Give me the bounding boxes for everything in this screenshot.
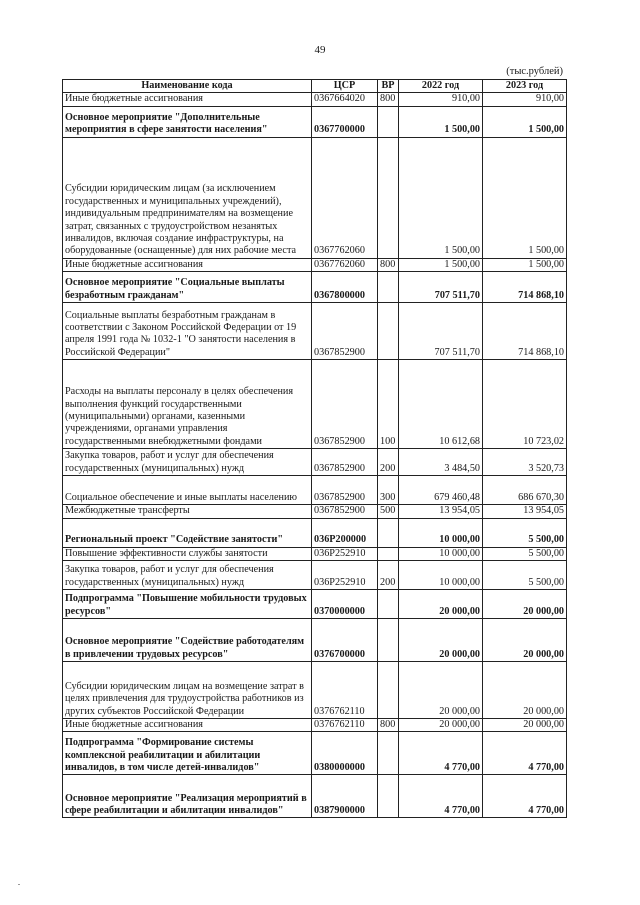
row-value-2022: 10 000,00 <box>399 561 483 590</box>
row-csr: 0367852900 <box>312 360 378 449</box>
table-row <box>63 590 567 619</box>
row-value-2022: 4 770,00 <box>399 775 483 818</box>
row-csr: 0367700000 <box>312 106 378 137</box>
row-value-2023: 714 868,10 <box>483 272 567 303</box>
row-csr: 036P252910 <box>312 547 378 560</box>
row-value-2022: 20 000,00 <box>399 619 483 662</box>
row-vr <box>378 547 399 560</box>
row-vr <box>378 619 399 662</box>
row-vr <box>378 272 399 303</box>
row-name: Основное мероприятие "Дополнительные мероприятия в сфере занятости населения" <box>63 106 312 137</box>
row-value-2023: 686 670,30 <box>483 476 567 505</box>
row-value-2023: 1 500,00 <box>483 258 567 271</box>
row-vr: 200 <box>378 449 399 476</box>
table-row <box>63 106 567 137</box>
budget-table <box>62 79 567 818</box>
table-row <box>63 719 567 732</box>
row-value-2023: 714 868,10 <box>483 303 567 360</box>
units-label: (тыс.рублей) <box>506 66 563 77</box>
table-row <box>63 93 567 106</box>
row-vr <box>378 303 399 360</box>
table-row <box>63 476 567 505</box>
row-vr: 800 <box>378 93 399 106</box>
table-row <box>63 518 567 547</box>
table-body <box>63 93 567 818</box>
row-value-2022: 1 500,00 <box>399 258 483 271</box>
row-vr: 500 <box>378 505 399 518</box>
table-row <box>63 272 567 303</box>
row-vr: 800 <box>378 258 399 271</box>
row-vr <box>378 106 399 137</box>
row-vr: 100 <box>378 360 399 449</box>
row-value-2023: 20 000,00 <box>483 662 567 719</box>
row-csr: 0367852900 <box>312 303 378 360</box>
row-value-2022: 707 511,70 <box>399 303 483 360</box>
row-value-2022: 10 000,00 <box>399 547 483 560</box>
row-value-2022: 4 770,00 <box>399 732 483 775</box>
row-csr: 0367800000 <box>312 272 378 303</box>
row-value-2023: 3 520,73 <box>483 449 567 476</box>
header-name: Наименование кода <box>63 80 312 93</box>
row-value-2022: 1 500,00 <box>399 137 483 258</box>
row-value-2023: 4 770,00 <box>483 732 567 775</box>
row-name: Закупка товаров, работ и услуг для обеспечения государственных (муниципальных) нужд <box>63 561 312 590</box>
row-vr <box>378 137 399 258</box>
row-value-2023: 1 500,00 <box>483 106 567 137</box>
row-csr: 0367852900 <box>312 449 378 476</box>
table-row <box>63 258 567 271</box>
row-name: Социальное обеспечение и иные выплаты населению <box>63 476 312 505</box>
row-vr <box>378 518 399 547</box>
row-value-2022: 20 000,00 <box>399 590 483 619</box>
table-row <box>63 360 567 449</box>
row-csr: 0367762060 <box>312 137 378 258</box>
row-name: Иные бюджетные ассигнования <box>63 93 312 106</box>
row-vr <box>378 662 399 719</box>
row-vr <box>378 732 399 775</box>
table-row <box>63 775 567 818</box>
row-vr <box>378 590 399 619</box>
row-name: Основное мероприятие "Содействие работодателям в привлечении трудовых ресурсов" <box>63 619 312 662</box>
row-csr: 0380000000 <box>312 732 378 775</box>
row-name: Региональный проект "Содействие занятости" <box>63 518 312 547</box>
row-value-2022: 20 000,00 <box>399 662 483 719</box>
row-csr: 0367852900 <box>312 505 378 518</box>
row-csr: 0370000000 <box>312 590 378 619</box>
header-csr: ЦСР <box>312 80 378 93</box>
header-2022: 2022 год <box>399 80 483 93</box>
row-name: Подпрограмма "Формирование системы комплексной реабилитации и абилитации инвалидов, в том числе детей-инвалидов" <box>63 732 312 775</box>
row-csr: 036P200000 <box>312 518 378 547</box>
row-name: Подпрограмма "Повышение мобильности трудовых ресурсов" <box>63 590 312 619</box>
header-vr: ВР <box>378 80 399 93</box>
row-vr: 800 <box>378 719 399 732</box>
row-name: Основное мероприятие "Реализация мероприятий в сфере реабилитации и абилитации инвалидов" <box>63 775 312 818</box>
row-name: Субсидии юридическим лицам (за исключением государственных и муниципальных учреждений), индивидуальным предпринимателям на возмещение затрат, связанных с трудоустройством незанятых инвалидов, включая создание инфраструктуры, на оборудованные (оснащенные) для них рабочие места <box>63 137 312 258</box>
table-row <box>63 303 567 360</box>
row-value-2022: 910,00 <box>399 93 483 106</box>
row-value-2022: 20 000,00 <box>399 719 483 732</box>
table-row <box>63 547 567 560</box>
row-vr: 200 <box>378 561 399 590</box>
row-value-2022: 10 612,68 <box>399 360 483 449</box>
row-value-2023: 5 500,00 <box>483 561 567 590</box>
row-value-2023: 1 500,00 <box>483 137 567 258</box>
row-csr: 0387900000 <box>312 775 378 818</box>
row-value-2023: 5 500,00 <box>483 547 567 560</box>
row-csr: 036P252910 <box>312 561 378 590</box>
row-vr <box>378 775 399 818</box>
row-name: Основное мероприятие "Социальные выплаты безработным гражданам" <box>63 272 312 303</box>
margin-mark <box>18 884 20 885</box>
table-row <box>63 732 567 775</box>
table-row <box>63 137 567 258</box>
row-csr: 0367852900 <box>312 476 378 505</box>
row-name: Межбюджетные трансферты <box>63 505 312 518</box>
table-row <box>63 561 567 590</box>
row-value-2022: 10 000,00 <box>399 518 483 547</box>
table-row <box>63 505 567 518</box>
row-name: Субсидии юридическим лицам на возмещение затрат в целях привлечения для трудоустройства работников из других субъектов Российской Федерации <box>63 662 312 719</box>
row-name: Иные бюджетные ассигнования <box>63 719 312 732</box>
row-value-2023: 13 954,05 <box>483 505 567 518</box>
row-value-2022: 1 500,00 <box>399 106 483 137</box>
row-vr: 300 <box>378 476 399 505</box>
row-name: Закупка товаров, работ и услуг для обеспечения государственных (муниципальных) нужд <box>63 449 312 476</box>
row-name: Иные бюджетные ассигнования <box>63 258 312 271</box>
row-value-2023: 20 000,00 <box>483 619 567 662</box>
row-value-2023: 910,00 <box>483 93 567 106</box>
row-name: Расходы на выплаты персоналу в целях обеспечения выполнения функций государственными (муниципальными) органами, казенными учреждениями, органами управления государственными внебюджетными фондами <box>63 360 312 449</box>
row-value-2023: 10 723,02 <box>483 360 567 449</box>
row-value-2023: 20 000,00 <box>483 590 567 619</box>
row-value-2023: 5 500,00 <box>483 518 567 547</box>
table-row <box>63 619 567 662</box>
row-csr: 0376762110 <box>312 662 378 719</box>
row-name: Социальные выплаты безработным гражданам в соответствии с Законом Российской Федерации от 19 апреля 1991 года № 1032-1 "О занятости населения в Российской Федерации" <box>63 303 312 360</box>
row-value-2023: 20 000,00 <box>483 719 567 732</box>
row-value-2022: 679 460,48 <box>399 476 483 505</box>
row-csr: 0367664020 <box>312 93 378 106</box>
header-2023: 2023 год <box>483 80 567 93</box>
row-name: Повышение эффективности службы занятости <box>63 547 312 560</box>
row-csr: 0376700000 <box>312 619 378 662</box>
row-csr: 0367762060 <box>312 258 378 271</box>
row-value-2022: 707 511,70 <box>399 272 483 303</box>
table-header-row <box>63 80 567 93</box>
row-value-2023: 4 770,00 <box>483 775 567 818</box>
table-row <box>63 662 567 719</box>
row-value-2022: 3 484,50 <box>399 449 483 476</box>
row-value-2022: 13 954,05 <box>399 505 483 518</box>
table-row <box>63 449 567 476</box>
page-number: 49 <box>314 44 326 56</box>
row-csr: 0376762110 <box>312 719 378 732</box>
